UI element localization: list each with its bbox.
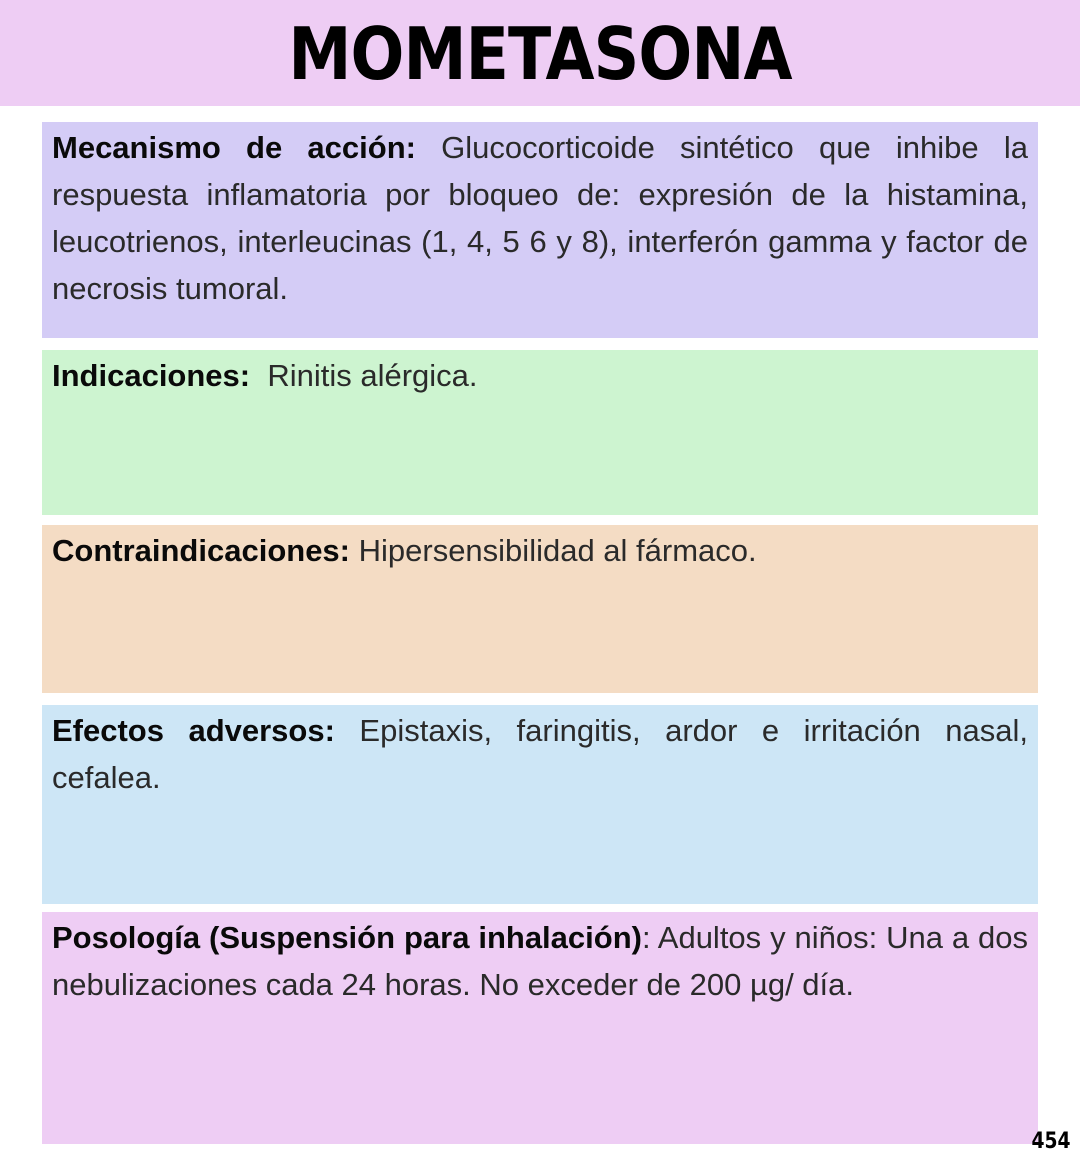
section-indicaciones (42, 350, 1038, 515)
posologia-label: Posología (Suspensión para inhalación) (52, 920, 642, 955)
efectos-label: Efectos adversos: (52, 713, 335, 748)
efectos-text: Epistaxis, faringitis, ardor e irritación nasal, cefalea. (52, 713, 1029, 795)
section-contraindicaciones (42, 525, 1038, 693)
mecanismo-label: Mecanismo de acción: (52, 130, 416, 165)
page-title: MOMETASONA (288, 12, 792, 96)
page-number: 454 (1031, 1129, 1071, 1154)
section-efectos-adversos (42, 705, 1038, 904)
section-posologia (42, 912, 1038, 1144)
contraindicaciones-label: Contraindicaciones: (52, 533, 350, 568)
posologia-text: : Adultos y niños: Una a dos nebulizaciones cada 24 horas. No exceder de 200 µg/ día. (52, 920, 1028, 1002)
title-bar (0, 0, 1080, 106)
indicaciones-label: Indicaciones: (52, 358, 251, 393)
indicaciones-text: Rinitis alérgica. (250, 358, 478, 393)
mecanismo-text: Glucocorticoide sintético que inhibe la respuesta inflamatoria por bloqueo de: expresión de la histamina, leucotrienos, interleucinas (1, 4, 5 6 y 8), interferón gamma y factor de necrosis tumoral. (52, 130, 1028, 306)
section-mecanismo (42, 122, 1038, 338)
contraindicaciones-text: Hipersensibilidad al fármaco. (350, 533, 757, 568)
